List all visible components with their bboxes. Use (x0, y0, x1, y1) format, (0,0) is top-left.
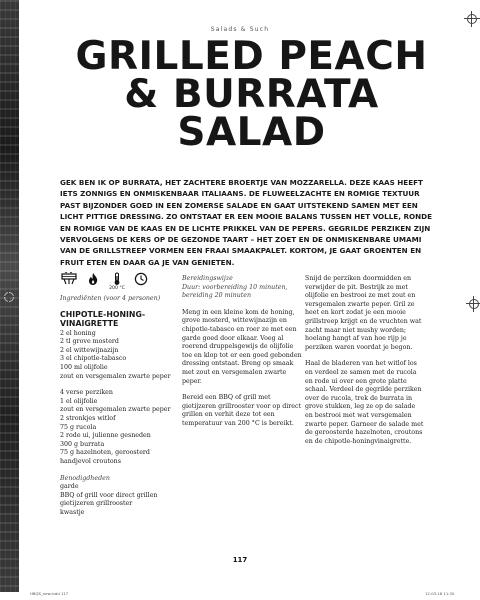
list-item: 2 rode ui, julienne gesneden (60, 432, 151, 440)
grill-icon-box (60, 272, 78, 292)
method-column-1 (182, 275, 302, 429)
title-line-3: SALAD (177, 110, 326, 156)
print-date: 12-03-18 11:30 (425, 591, 455, 596)
list-item: 75 g rucola (60, 423, 97, 431)
dressing-list (60, 330, 180, 382)
list-item: 2 stronkjes witlof (60, 414, 116, 422)
grill-icon (61, 272, 77, 286)
list-item: 2 el honing (60, 329, 96, 337)
method-step-3: Snijd de perziken doormidden en verwijder de pit. Bestrijk ze met olijfolie en bestrooi ze met zout en versgemalen zwarte peper. Gril ze heet en kort zodat je een mooie grillstreep krijgt en de vruchten wat zacht maar niet mushy worden; hoelang hangt af van hoe rijp je perziken waren voordat je begon. (305, 275, 422, 351)
print-slug: HBQS_new.indd 117 (30, 591, 69, 596)
registration-mark-left (4, 292, 14, 302)
section-label: Salads & Such (210, 26, 270, 33)
list-item: gietijzeren grillrooster (60, 500, 133, 508)
intro-text: GEK BEN IK OP BURRATA, HET ZACHTERE BROERTJE VAN MOZZARELLA. DEZE KAAS HEEFT IETS ZONNIGS EN ONMISKENBAAR ITALIAANS. DE FLUWEELZACHTE EN ROMIGE TEXTUUR PAST BIJZONDER GOED IN EEN ZOMERSE SALADE EN GAAT UITSTEKEND SAMEN MET EEN LICHT PITTIGE DRESSING. ZO ONTSTAAT ER EEN MOOIE BALANS TUSSEN HET VOLLE, RONDE EN ROMIGE VAN DE KAAS EN DE LICHTE PRIKKEL VAN DE PEPERS. GEGRILDE PERZIKEN ZIJN VERVOLGENS DE KERS OP DE GEZONDE TAART – HET ZOET EN DE ONMISKENBARE UMAMI VAN DE GRILLSTREEP VORMEN EEN FRAAI SMAAKPALET. KORTOM, JE GAAT GROENTEN EN FRUIT ETEN EN DAAR GA JE VAN GENIETEN. (60, 178, 432, 267)
tools-list (60, 483, 180, 517)
method-step-4: Haal de bladeren van het witlof los en verdeel ze samen met de rucola en rode ui over een grote platte schaal. Verdeel de gegrilde perziken over de rucola, trek de burrata in grove stukken, leg ze op de salade en bestrooi met wat versgemalen zwarte peper. Garneer de salade met de geroosterde hazelnoten, croutons en de chipotle-honingvinaigrette. (305, 360, 424, 445)
method-step-2: Bereid een BBQ of grill met gietijzeren grillrooster voor op direct grillen en verhit deze tot een temperatuur van 200 °C is bereikt. (182, 394, 302, 427)
list-item: 4 verse perziken (60, 389, 113, 397)
ingredients-column (60, 275, 180, 517)
recipe-title (45, 34, 458, 156)
flame-icon (86, 272, 100, 286)
clock-icon (134, 272, 148, 286)
list-item: 3 el chipotle-tabasco (60, 355, 127, 363)
title-line-1: GRILLED PEACH (75, 34, 428, 79)
thermometer-icon-caption: 200 °C (109, 286, 125, 291)
method-step-1: Meng in een kleine kom de honing, grove mosterd, wittewijnazijn en chipotle-tabasco en roer ze met een garde goed door elkaar. Voeg al roerend druppelsgewijs de olijfolie toe en klop tot er een goed gebonden dressing ontstaat. Breng op smaak met zout en versgemalen zwarte peper. (182, 308, 302, 385)
list-item: zout en versgemalen zwarte peper (60, 406, 171, 414)
recipe-icons (60, 272, 180, 292)
list-item: 100 ml olijfolie (60, 363, 108, 371)
method-column-2 (305, 275, 425, 446)
method-duration: Duur: voorbereiding 10 minuten, bereiding 20 minuten (182, 283, 288, 300)
list-item: handjevol croutons (60, 457, 121, 465)
page-number: 117 (232, 556, 248, 564)
list-item: 300 g burrata (60, 440, 105, 448)
clock-icon-box (132, 272, 150, 292)
tools-heading: Benodigdheden (60, 474, 110, 482)
ingredients-heading: Ingrediënten (voor 4 personen) (60, 295, 161, 302)
title-line-2: & BURRATA (124, 72, 379, 118)
flame-icon-box (84, 272, 102, 292)
registration-mark-right (469, 299, 479, 309)
list-item: 2 el wittewijnazijn (60, 346, 119, 354)
method-heading: Bereidingswijze (182, 275, 233, 282)
list-item: 2 tl grove mosterd (60, 338, 119, 346)
thermometer-icon (110, 272, 124, 286)
list-item: kwastje (60, 508, 85, 516)
list-item: zout en versgemalen zwarte peper (60, 372, 171, 380)
list-item: 1 el olijfolie (60, 397, 98, 405)
list-item: BBQ of grill voor direct grillen (60, 491, 158, 499)
list-item: 75 g hazelnoten, geroosterd (60, 449, 150, 457)
registration-mark-top (467, 14, 477, 24)
salad-list (60, 389, 180, 466)
thermometer-icon-box (108, 272, 126, 292)
dressing-title: CHIPOTLE-HONING-VINAIGRETTE (60, 309, 146, 328)
list-item: garde (60, 483, 79, 491)
